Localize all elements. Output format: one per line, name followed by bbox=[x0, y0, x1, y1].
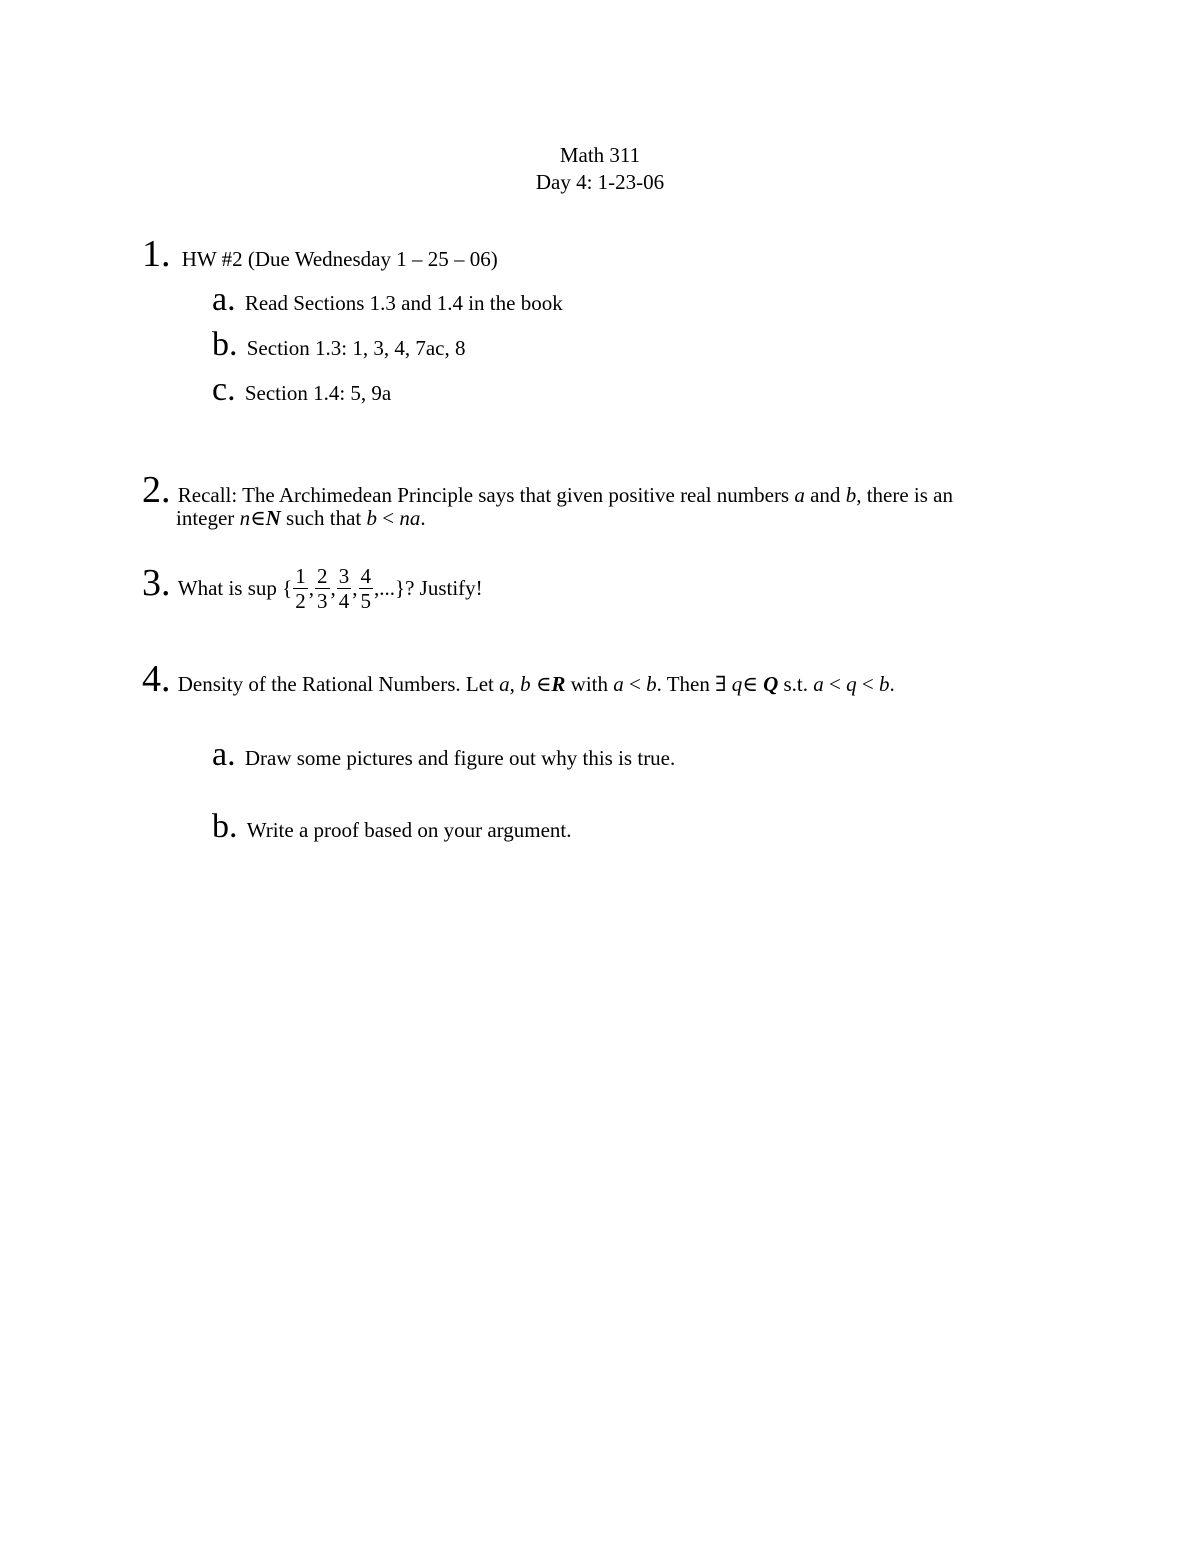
denominator: 5 bbox=[360, 588, 371, 613]
fraction bbox=[293, 564, 308, 613]
item-text-line1 bbox=[178, 483, 953, 507]
numerator: 1 bbox=[295, 563, 306, 588]
text-run: with bbox=[565, 672, 614, 696]
item-1 bbox=[142, 235, 498, 273]
text-run: What is sup { bbox=[177, 576, 293, 600]
text-run: such that bbox=[280, 506, 367, 530]
var-b: b bbox=[646, 672, 657, 696]
subitem-letter: b. bbox=[212, 808, 238, 845]
text-run: , bbox=[509, 672, 521, 696]
subitem-text: Section 1.3: 1, 3, 4, 7ac, 8 bbox=[246, 336, 466, 360]
text-run: Density of the Rational Numbers. Let bbox=[177, 672, 500, 696]
item-3 bbox=[142, 564, 483, 615]
text-run: and bbox=[804, 483, 846, 507]
item-number: 3. bbox=[142, 562, 171, 604]
var-b: b bbox=[845, 483, 857, 507]
subitem-text: Write a proof based on your argument. bbox=[246, 818, 572, 842]
element-of-symbol: ∈ bbox=[742, 672, 764, 696]
set-rationals: Q bbox=[763, 672, 779, 696]
subitem-letter: a. bbox=[212, 281, 236, 318]
text-run: Recall: The Archimedean Principle says that given positive real numbers bbox=[177, 483, 795, 507]
var-b: b bbox=[878, 672, 890, 696]
item-2 bbox=[142, 471, 953, 509]
subitem-text: Draw some pictures and figure out why this is true. bbox=[244, 746, 676, 770]
fraction bbox=[359, 564, 374, 613]
text-run: . bbox=[889, 672, 895, 696]
item-number: 2. bbox=[142, 469, 171, 511]
subitem-4b bbox=[212, 810, 572, 844]
less-than-symbol: < bbox=[623, 672, 647, 696]
var-a: a bbox=[794, 483, 805, 507]
course-title: Math 311 bbox=[559, 143, 641, 167]
numerator: 2 bbox=[317, 563, 328, 588]
set-naturals: N bbox=[265, 506, 281, 530]
var-q: q bbox=[846, 672, 857, 696]
subitem-letter: b. bbox=[212, 326, 238, 363]
text-run: s.t. bbox=[778, 672, 814, 696]
var-n: n bbox=[239, 506, 251, 530]
subitem-letter: c. bbox=[212, 371, 236, 408]
var-b: b bbox=[366, 506, 378, 530]
fraction bbox=[315, 564, 330, 613]
less-than-symbol: < bbox=[823, 672, 847, 696]
item-number: 1. bbox=[142, 233, 171, 275]
subitem-1b bbox=[212, 328, 465, 362]
set-reals: R bbox=[551, 672, 566, 696]
subitem-1c bbox=[212, 373, 391, 407]
item-text: What is sup { $\frac{1}{2}$ , $\frac{2}{3}$ , $\frac{3}{4}$ , $\frac{4}{5}$ ,...}? Justify! bbox=[177, 563, 483, 613]
element-of-symbol: ∈ bbox=[250, 506, 266, 530]
var-a: a bbox=[613, 672, 624, 696]
less-than-symbol: < bbox=[856, 672, 879, 696]
item-text bbox=[178, 672, 895, 696]
subitem-text: Section 1.4: 5, 9a bbox=[244, 381, 392, 405]
text-run: , there is an bbox=[856, 483, 953, 507]
var-b: b bbox=[520, 672, 531, 696]
item-4 bbox=[142, 660, 895, 698]
var-a: a bbox=[813, 672, 824, 696]
subitem-text: Read Sections 1.3 and 1.4 in the book bbox=[244, 291, 563, 315]
text-run: ,...}? Justify! bbox=[374, 576, 483, 600]
numerator: 3 bbox=[338, 563, 350, 588]
less-than-symbol: < bbox=[377, 506, 400, 530]
var-q: q bbox=[731, 672, 743, 696]
subitem-1a bbox=[212, 283, 563, 317]
subitem-4a bbox=[212, 738, 675, 772]
subitem-letter: a. bbox=[212, 736, 236, 773]
text-run: . Then ∃ bbox=[656, 672, 732, 696]
item-2-line2 bbox=[176, 505, 426, 532]
element-of-symbol: ∈ bbox=[530, 672, 552, 696]
document-header bbox=[0, 142, 1200, 196]
denominator: 3 bbox=[317, 588, 328, 613]
denominator: 4 bbox=[338, 588, 350, 613]
item-text: HW #2 (Due Wednesday 1 – 25 – 06) bbox=[181, 247, 498, 271]
denominator: 2 bbox=[295, 588, 306, 613]
numerator: 4 bbox=[360, 563, 371, 588]
day-date: Day 4: 1-23-06 bbox=[535, 170, 665, 194]
text-run: integer bbox=[176, 506, 240, 530]
fraction bbox=[337, 564, 352, 613]
text-run: . bbox=[420, 506, 426, 530]
item-number: 4. bbox=[142, 658, 171, 700]
var-a: a bbox=[499, 672, 510, 696]
var-na: na bbox=[399, 506, 421, 530]
